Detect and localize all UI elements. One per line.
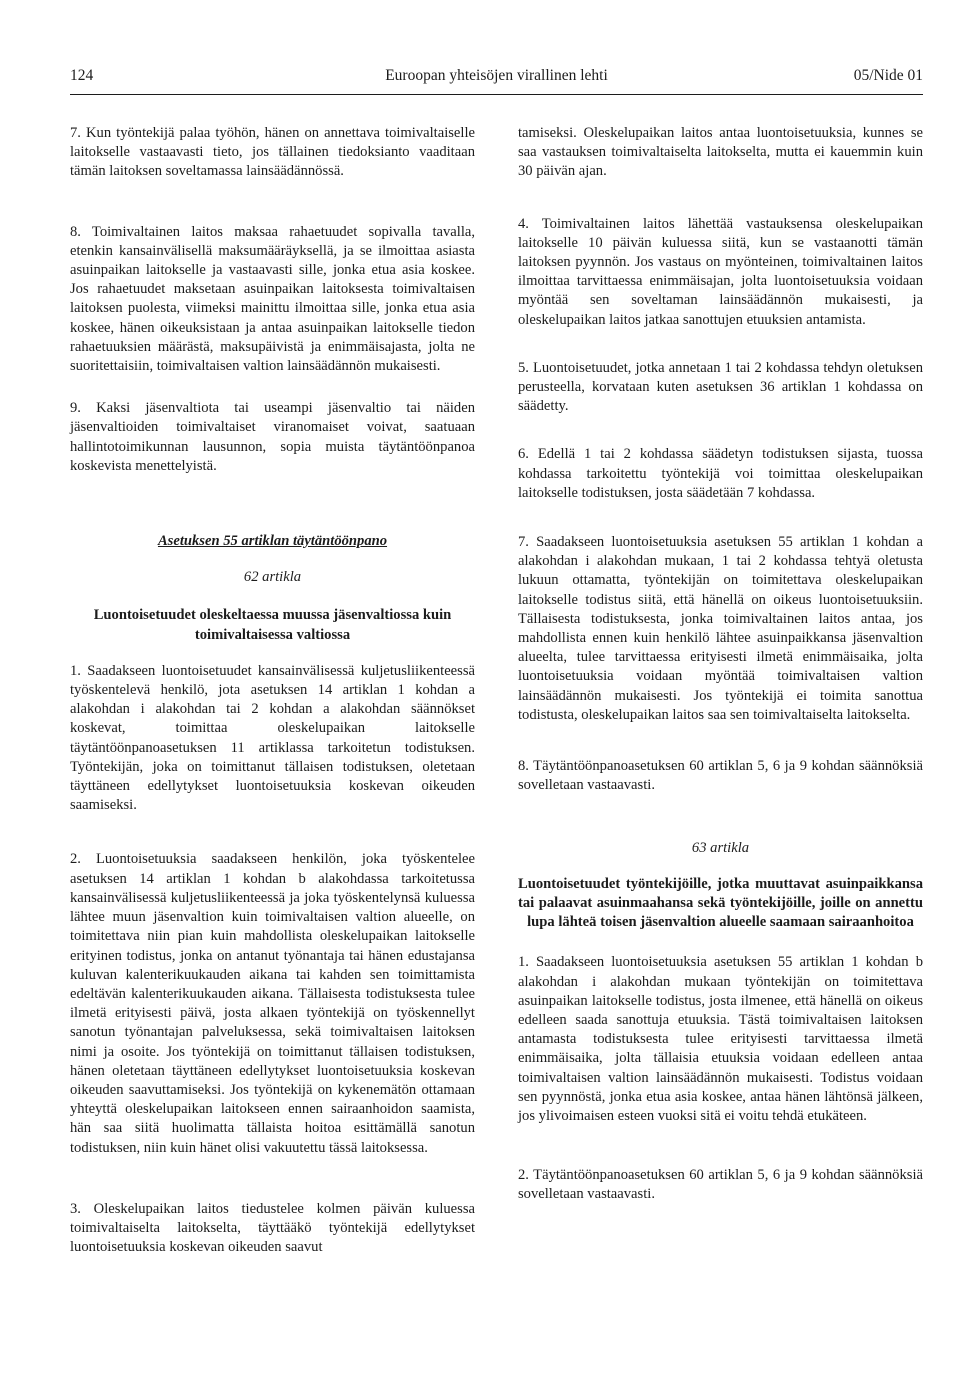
paragraph-8: 8. Toimivaltainen laitos maksaa rahaetuudet sopivalla tavalla, etenkin kansainvälisellä maksumääräyksellä, ja se ilmoittaa asiasta asuinpaikan laitokselle ja vastaavasti sille, jonka etua asia koskee. Jos rahaetuudet maksetaan asuinpaikan laitoksesta toimivaltaisen laitoksen puolesta, viimeksi mainittu ilmoittaa sille, jonka etua asia koskee, hänen oikeuksistaan ja antaa asuinpaikan laitokselle tiedon rahaetuuksien määrästä, maksupäivistä ja enimmäisajasta, jolta ne suoritettaisiin, toimivaltaisen valtion lainsäädännön mukaisesti. xyxy=(70,223,475,375)
paragraph-9: 9. Kaksi jäsenvaltiota tai useampi jäsenvaltio tai näiden jäsenvaltioiden toimivaltaiset viranomaiset voivat, saatuaan hallintotoimikunnan lausunnon, sopia muista täytäntöönpanoa koskevista menettelyistä. xyxy=(70,400,475,474)
right-column xyxy=(518,124,923,1205)
article-62-paragraph-7: 7. Saadakseen luontoisetuuksia asetuksen 55 artiklan 1 kohdan a alakohdan i alakohdan mukaan, 1 tai 2 kohdassa tehtyä oletusta lukuun ottamatta, työntekijän on toimitettava oleskelupaikan laitokselle todistus siitä, että hänellä on oikeus luontoisetuuksiin. Tällaisesta todistuksesta, jonka toimivaltainen laitos antaa, jos mahdollista ennen kuin henkilö lähtee asuinpaikkansa jäsenvaltion alueelta, tulee tarvittaessa erityisesti ilmetä enimmäisaika, jolta luontoisetuuksia voidaan myöntää toimivaltaisen valtion lainsäädännön mukaisesti. Jos työntekijä ei toimita sanottua todistusta, oleskelupaikan laitos saa sen toimivaltaiselta laitokselta. xyxy=(518,534,923,723)
article-62-number: 62 artikla xyxy=(243,569,302,586)
article-62-paragraph-1: 1. Saadakseen luontoisetuudet kansainvälisessä kuljetusliikenteessä työskentelevä henkilö, jota asetuksen 14 artiklan 1 kohdan a alakohdan i alakohdan tai 2 kohdan a alakohdan säännökset koskevat, toimittaa oleskelupaikan laitokselle täytäntöönpanoasetuksen 11 artiklassa tarkoitetun todistuksen. Työntekijän, joka on toimittanut tällaisen todistuksen, oletetaan täyttäneen edellytykset luontoisetuuksia koskevan oikeuden saamiseksi. xyxy=(70,662,475,814)
running-header xyxy=(70,64,923,90)
journal-title: Euroopan yhteisöjen virallinen lehti xyxy=(385,67,608,84)
article-63-paragraph-1: 1. Saadakseen luontoisetuuksia asetuksen 55 artiklan 1 kohdan b alakohdan i alakohdan mukaan työntekijän on toimitettava asuinpaikan laitokselle todistus, josta ilmenee, että hänellä on oikeus edelleen saada sanottuja etuuksia. Tästä toimivaltaisen laitoksen antamasta todistuksesta tulee erityisesti tarvittaessa ilmetä enimmäisaika, jolta tällaisia etuuksia voidaan edelleen antaa toimivaltaisen valtion lainsäädännön mukaisesti. Todistus voidaan sen pyynnöstä, jonka etua asia koskee, antaa hänen lähtönsä jälkeen, jos ylivoimaisen esteen vuoksi sitä ei voitu tehdä etukäteen. xyxy=(518,954,923,1124)
article-62-paragraph-5: 5. Luontoisetuudet, jotka annetaan 1 tai 2 kohdassa tehdyn oletuksen perusteella, korvataan kuten asetuksen 36 artiklan 1 kohdassa on säädetty. xyxy=(518,359,923,415)
left-column xyxy=(70,124,475,1257)
article-62-paragraph-8: 8. Täytäntöönpanoasetuksen 60 artiklan 5, 6 ja 9 kohdan säännöksiä sovelletaan vastaavasti. xyxy=(518,758,923,794)
volume-label: 05/Nide 01 xyxy=(853,67,923,84)
page-number: 124 xyxy=(70,67,94,84)
article-63-number: 63 artikla xyxy=(691,840,750,857)
article-63-heading: Luontoisetuudet työntekijöille, jotka muuttavat asuinpaikkansa tai palaavat asuinmaahansa sekä työntekijöille, joille on annettu lupa lähteä toisen jäsenvaltion alueelle saamaan sairaanhoitoa xyxy=(518,875,923,931)
section-title: Asetuksen 55 artiklan täytäntöönpano xyxy=(157,533,388,550)
article-62-paragraph-3: 3. Oleskelupaikan laitos tiedustelee kolmen päivän kuluessa toimivaltaiselta laitokselta, täyttääkö työntekijä edellytykset luontoisetuuksia koskevan oikeuden saavut xyxy=(70,1200,475,1256)
article-63-paragraph-2: 2. Täytäntöönpanoasetuksen 60 artiklan 5, 6 ja 9 kohdan säännöksiä sovelletaan vastaavasti. xyxy=(518,1167,923,1203)
article-62-paragraph-4: 4. Toimivaltainen laitos lähettää vastauksensa oleskelupaikan laitokselle 10 päivän kuluessa siitä, kun se vastaanotti tämän laitoksen pyynnön. Jos vastaus on myönteinen, toimivaltainen laitos ilmoittaa tarvittaessa enimmäisajan, jolta luontoisetuuksia voidaan myöntää sen soveltaman lainsäädännön mukaisesti, ja oleskelupaikan laitos jatkaa sanottujen etuuksien antamista. xyxy=(518,215,923,328)
paragraph-7: 7. Kun työntekijä palaa työhön, hänen on annettava toimivaltaiselle laitokselle vastaavasti tieto, jos tällainen tiedoksianto vaaditaan tämän laitoksen soveltamassa lainsäädännössä. xyxy=(70,125,475,180)
article-62-paragraph-3-continued: tamiseksi. Oleskelupaikan laitos antaa luontoisetuuksia, kunnes se saa vastauksen toimivaltaiselta laitokselta, mutta ei kauemmin kuin 30 päivän ajan. xyxy=(518,125,923,180)
header-rule xyxy=(70,94,923,95)
article-62-paragraph-6: 6. Edellä 1 tai 2 kohdassa säädetyn todistuksen sijasta, tuossa kohdassa tarkoitettu työntekijä voi toimittaa oleskelupaikan laitokselle todistuksen, josta säädetään 7 kohdassa. xyxy=(518,446,923,501)
article-62-paragraph-2: 2. Luontoisetuuksia saadakseen henkilön, joka työskentelee asetuksen 14 artiklan 1 kohdan b alakohdassa tarkoitetussa kansainvälisessä kuljetusliikenteessä ja joka työskentelynsä kuluessa lähtee muun jäsenvaltion kuin toimivaltaisen valtion alueelle, on toimitettava niin pian kuin mahdollista oleskelupaikan laitokselle erityinen todistus, jonka on antanut työnantaja tai hänen edustajansa kuluvan kalenterikuukauden aikana tai kahden sen toimittamista edeltävän kalenterikuukauden aikana. Tällaisesta todistuksesta tulee ilmetä erityisesti päivä, josta alkaen työntekijä on työskennellyt sanotun työnantajan palveluksessa, sekä toimivaltaisen laitoksen nimi ja osoite. Jos työntekijä on toimittanut tällaisen todistuksen, hänen oletetaan täyttäneen edellytykset luontoisetuuksia koskevan oikeuden saavuttamiseksi. Jos työntekijä on kykenemätön ottamaan yhteyttä oleskelupaikan laitokseen ennen sairaanhoidon saamista, hän saa siitä huolimatta tällaista hoitoa esittämällä sanotun todistuksen, niin kuin hänet olisi vakuutettu tässä laitoksessa. xyxy=(70,851,475,1156)
article-62-heading: Luontoisetuudet oleskeltaessa muussa jäsenvaltiossa kuin toimivaltaisessa valtiossa xyxy=(93,607,452,643)
